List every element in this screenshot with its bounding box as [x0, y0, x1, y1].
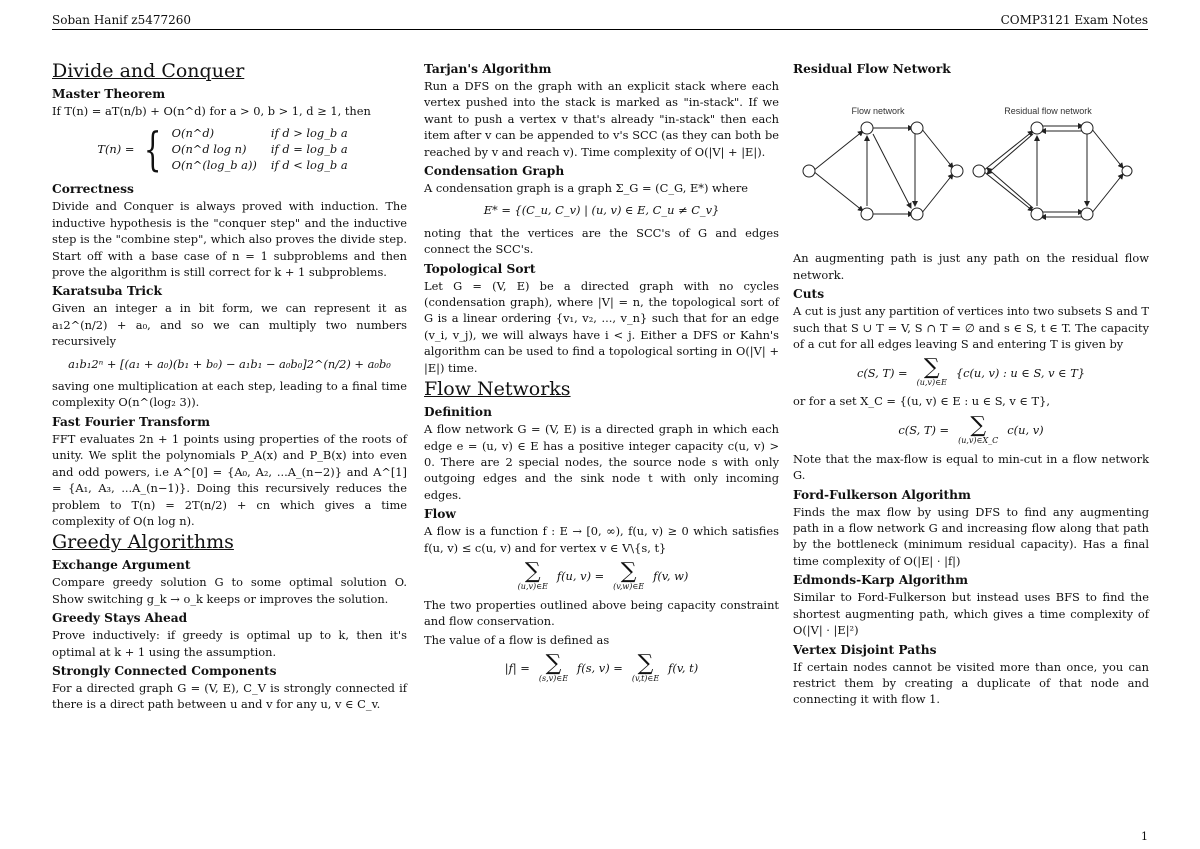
flow-after-text-1: The two properties outlined above being capacity constraint and flow conservation.: [424, 597, 779, 629]
summation: ∑ (u,v)∈X_C: [958, 412, 999, 445]
page-number: 1: [1141, 830, 1148, 843]
scc-text: For a directed graph G = (V, E), C_V is strongly connected if there is a direct path between u and v for any u, v ∈ C_v.: [52, 680, 407, 712]
figure-label-left: Flow network: [851, 106, 905, 116]
greedy-ahead-text: Prove inductively: if greedy is optimal up to k, then it's optimal at k + 1 using the assumption.: [52, 628, 407, 659]
master-lhs: T(n) =: [97, 142, 135, 157]
ford-fulkerson-text: Finds the max flow by using DFS to find any augmenting path in a flow network G and increasing flow along that path by the bottleneck (minimum residual capacity). Has a final time complexity of O(|E| · |f|): [793, 504, 1149, 568]
cuts-text: A cut is just any partition of vertices into two subsets S and T such that S ∪ T = V, S ∩ T = ∅ and s ∈ S, t ∈ T. The capacity of a cut for all edges leaving S and entering T is given by: [793, 304, 1149, 352]
cut-mid-text: or for a set X_C = {(u, v) ∈ E : u ∈ S, v ∈ T},: [793, 394, 1051, 409]
cases-table: [172, 125, 362, 173]
sum-term: c(u, v): [1007, 423, 1044, 438]
flow-network-graph: [803, 122, 963, 220]
section-title-flow-networks: Flow Networks: [424, 378, 571, 401]
karatsuba-text: Given an integer a in bit form, we can represent it as a₁2^(n/2) + a₀, and so we can multiply two numbers recursively: [52, 301, 407, 349]
cut-after-text: Note that the max-flow is equal to min-cut in a flow network G.: [793, 451, 1149, 483]
heading-tarjan: Tarjan's Algorithm: [424, 62, 552, 76]
condensation-after-text: noting that the vertices are the SCC's of G and edges connect the SCC's.: [424, 225, 779, 257]
residual-text: An augmenting path is just any path on the residual flow network.: [793, 251, 1149, 282]
flow-after-text-2: The value of a flow is defined as: [424, 632, 610, 647]
condensation-text: A condensation graph is a graph Σ_G = (C_G, E*) where: [424, 181, 749, 196]
section-title-divide-conquer: Divide and Conquer: [52, 60, 245, 82]
sum-term: f(s, v) =: [577, 661, 623, 676]
heading-vertex-disjoint: Vertex Disjoint Paths: [793, 642, 937, 657]
karatsuba-after-text: saving one multiplication at each step, leading to a final time complexity O(n^(log₂ 3)).: [52, 379, 407, 410]
figure-label-right: Residual flow network: [1004, 106, 1092, 116]
correctness-text: Divide and Conquer is always proved with induction. The inductive hypothesis is the "conquer step" and the inductive step is the "combine step", which also proves the divide step. Start off with a base case of n = 1 subproblems and then prove the algorithm is still correct for k + 1 subproblems.: [52, 199, 407, 280]
condensation-equation: E* = {(C_u, C_v) | (u, v) ∈ E, C_u ≠ C_v}: [483, 203, 720, 218]
case-condition: if d < log_b a: [270, 158, 348, 173]
sum-term: f(v, t): [668, 661, 699, 676]
author-label: Soban Hanif z5477260: [52, 13, 192, 27]
cut-lhs: c(S, T) =: [856, 365, 908, 380]
summation: ∑ (v,w)∈E: [613, 558, 645, 591]
heading-exchange-argument: Exchange Argument: [52, 558, 191, 573]
course-label: COMP3121 Exam Notes: [1000, 13, 1148, 27]
fft-text: FFT evaluates 2n + 1 points using properties of the roots of unity. We split the polynomials P_A(x) and P_B(x) into even and odd powers, i.e A^[0] = {A₀, A₂, ...A_(n−2)} and A^[1] = {A₁, A₃, ...A_(n−1)}. Doing this recursively reduces the problem to T(n) = 2T(n/2) + cn which gives a time complexity of O(n log n).: [52, 431, 407, 528]
vertex-disjoint-text: If certain nodes cannot be visited more than once, you can restrict them by creating a duplicate of that node and connecting it with flow 1.: [793, 659, 1149, 707]
sum-term: f(v, w): [653, 569, 689, 584]
flow-text: A flow is a function f : E → [0, ∞), f(u, v) ≥ 0 which satisfies f(u, v) ≤ c(u, v) and for vertex v ∈ V\{s, t}: [424, 524, 779, 555]
column-3: [793, 58, 1149, 710]
summation: ∑ (u,v)∈E: [916, 355, 947, 388]
sum-term: {c(u, v) : u ∈ S, v ∈ T}: [955, 365, 1086, 380]
edmonds-karp-text: Similar to Ford-Fulkerson but instead uses BFS to find the shortest augmenting path, which gives a time complexity of O(|V| · |E|²): [793, 590, 1149, 638]
heading-condensation: Condensation Graph: [424, 164, 565, 179]
column-1: [52, 58, 407, 715]
heading-correctness: Correctness: [52, 182, 134, 197]
case-condition: if d = log_b a: [270, 142, 348, 157]
definition-text: A flow network G = (V, E) is a directed graph in which each edge e = (u, v) ∈ E has a positive integer capacity c(u, v) > 0. There are 2 special nodes, the source node s with only outgoing edges and the sink node t with only incoming edges.: [424, 422, 779, 502]
heading-definition: Definition: [424, 405, 492, 420]
column-2: [424, 58, 779, 689]
sum-term: f(u, v) =: [556, 569, 605, 584]
summation: ∑ (v,t)∈E: [631, 651, 660, 684]
heading-edmonds-karp: Edmonds-Karp Algorithm: [793, 573, 968, 588]
heading-master-theorem: Master Theorem: [52, 87, 166, 101]
heading-karatsuba: Karatsuba Trick: [52, 284, 162, 299]
heading-scc: Strongly Connected Components: [52, 663, 277, 678]
topological-text: Let G = (V, E) be a directed graph with no cycles (condensation graph), where |V| = n, the topological sort of G is a linear ordering {v₁, v₂, ..., v_n} such that for an edge (v_i, v_j), we will always have i < j. Either a DFS or Kahn's algorithm can be used to find a topological sorting in O(|V| + |E|) time.: [424, 278, 779, 375]
flow-value-equation: [424, 651, 779, 684]
value-lhs: |f| =: [504, 661, 530, 676]
left-brace: {: [144, 122, 162, 177]
case-value: O(n^(log_b a)): [171, 158, 257, 173]
heading-residual-flow: Residual Flow Network: [793, 62, 951, 76]
master-theorem-cases: [52, 122, 407, 177]
karatsuba-equation: a₁b₁2ⁿ + [(a₁ + a₀)(b₁ + b₀) − a₁b₁ − a₀b₀]2^(n/2) + a₀b₀: [68, 356, 391, 371]
cut-capacity-equation-2: [793, 412, 1149, 445]
cut-capacity-equation-1: [793, 355, 1149, 388]
case-condition: if d > log_b a: [270, 126, 348, 141]
master-theorem-text: If T(n) = aT(n/b) + O(n^d) for a > 0, b > 1, d ≥ 1, then: [52, 104, 371, 118]
section-title-greedy: Greedy Algorithms: [52, 531, 234, 554]
summation: ∑ (s,v)∈E: [538, 651, 569, 684]
heading-flow: Flow: [424, 507, 456, 522]
residual-network-graph: [973, 122, 1132, 220]
case-value: O(n^d log n): [171, 142, 247, 157]
flow-network-figure: [793, 86, 1133, 236]
exchange-text: Compare greedy solution G to some optimal solution O. Show switching g_k → o_k keeps or improves the solution.: [52, 575, 407, 606]
heading-topological-sort: Topological Sort: [424, 261, 536, 276]
heading-fft: Fast Fourier Transform: [52, 414, 210, 429]
heading-ford-fulkerson: Ford-Fulkerson Algorithm: [793, 487, 971, 502]
case-value: O(n^d): [171, 126, 215, 141]
flow-conservation-equation: [424, 558, 779, 591]
cut-lhs: c(S, T) =: [898, 423, 950, 438]
summation: ∑ (u,v)∈E: [517, 558, 548, 591]
page-header: [52, 9, 1148, 30]
tarjan-text: Run a DFS on the graph with an explicit stack where each vertex pushed into the stack is marked as "in-stack". If we want to push a vertex v that's already "in-stack" then each item after v can be appended to v's SCC (as they can both be reached by v and reach v). Time complexity of O(|V| + |E|).: [424, 79, 779, 159]
heading-cuts: Cuts: [793, 287, 825, 302]
heading-greedy-stays-ahead: Greedy Stays Ahead: [52, 611, 188, 626]
